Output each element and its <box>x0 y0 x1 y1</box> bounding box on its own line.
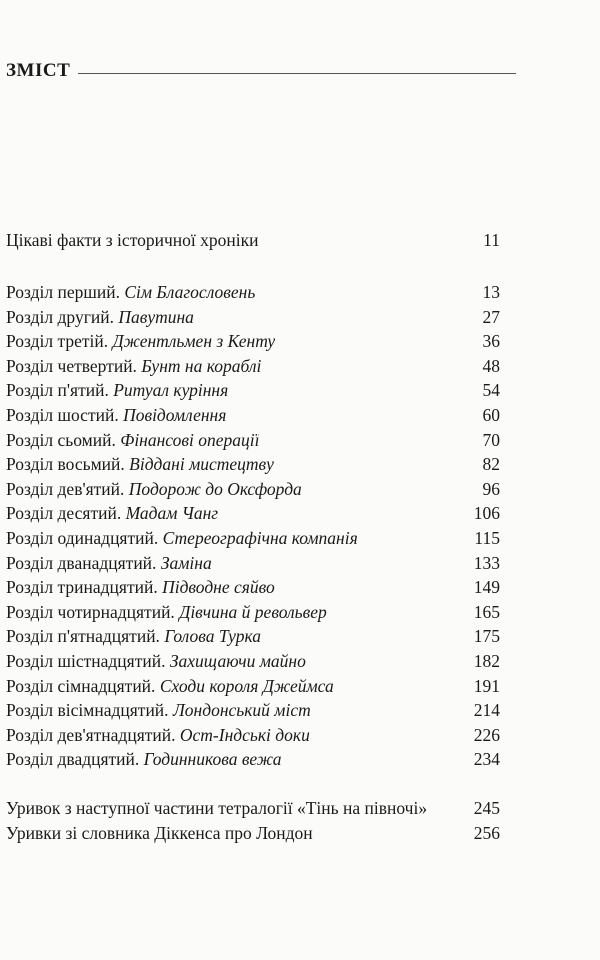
toc-entry-page-number: 106 <box>473 503 500 524</box>
toc-entry-title <box>6 331 275 352</box>
toc-appendix-group <box>6 798 500 847</box>
toc-entry-chapter-name: Фінансові операції <box>120 429 260 450</box>
toc-entry <box>6 700 500 725</box>
toc-entry-chapter-name: Годинникова вежа <box>143 749 282 770</box>
toc-entry <box>6 823 500 848</box>
toc-entry-page-number: 13 <box>482 282 500 302</box>
toc-entry-label: Розділ перший. <box>6 282 125 302</box>
toc-entry-label: Розділ дванадцятий. <box>6 552 161 573</box>
toc-entry <box>6 602 500 627</box>
page-title: ЗМІСТ <box>6 60 71 81</box>
toc-entry-chapter-name: Лондонський міст <box>172 700 311 721</box>
toc-entry-chapter-name: Ост-Індські доки <box>179 724 310 745</box>
toc-entry-page-number: 115 <box>474 527 500 548</box>
toc-entry <box>6 331 500 356</box>
toc-entry-page-number: 133 <box>473 552 500 573</box>
toc-entry-title <box>6 577 275 598</box>
toc-entry-page-number: 60 <box>482 404 500 425</box>
toc-entry-page-number: 36 <box>482 331 500 352</box>
toc-entry-page-number: 48 <box>482 355 500 376</box>
toc-entry-chapter-name: Захищаючи майно <box>169 650 306 671</box>
toc-entry-page-number: 234 <box>473 749 500 770</box>
toc-entry <box>6 479 500 504</box>
toc-entry-page-number: 182 <box>473 650 500 671</box>
toc-entry-title <box>6 430 259 451</box>
toc-entry-title <box>6 749 282 770</box>
toc-entry-label: Розділ сімнадцятий. <box>6 675 160 696</box>
toc-entry-page-number: 27 <box>482 306 500 327</box>
toc-entry-chapter-name: Мадам Чанг <box>125 503 219 524</box>
toc-entry <box>6 553 500 578</box>
toc-entry-page-number: 226 <box>473 724 500 745</box>
toc-entry-chapter-name: Стереографічна компанія <box>162 527 358 548</box>
header-rule <box>78 73 516 74</box>
toc-entry <box>6 503 500 528</box>
toc-entry-page-number: 256 <box>473 822 500 843</box>
toc-entry-page-number: 175 <box>473 626 500 647</box>
toc-entry <box>6 651 500 676</box>
toc-entry-label: Розділ шостий. <box>6 404 124 425</box>
toc-entry-chapter-name: Повідомлення <box>123 404 227 425</box>
toc-entry-label: Розділ другий. <box>6 306 119 327</box>
toc-entry-title <box>6 380 228 401</box>
toc-chapters-group <box>6 282 500 774</box>
toc-entry <box>6 749 500 774</box>
toc-entry-title <box>6 602 327 623</box>
toc-entry-chapter-name: Джентльмен з Кенту <box>112 331 276 352</box>
toc-entry-title <box>6 307 194 328</box>
toc-entry-label: Розділ восьмий. <box>6 454 130 475</box>
toc-entry-page-number: 70 <box>482 429 500 450</box>
toc-entry-page-number: 82 <box>482 454 500 475</box>
toc-entry <box>6 626 500 651</box>
toc-entry-chapter-name: Подорож до Оксфорда <box>128 478 302 499</box>
toc-entry-title <box>6 282 255 303</box>
toc-header <box>6 60 516 82</box>
toc-entry-label: Розділ сьомий. <box>6 429 121 450</box>
toc-entry-title <box>6 503 218 524</box>
toc-entry-page-number: 191 <box>473 675 500 696</box>
toc-entry <box>6 282 500 307</box>
toc-entry-title <box>6 823 313 844</box>
toc-entry-chapter-name: Дівчина й револьвер <box>179 601 327 622</box>
toc-entry-label: Розділ тринадцятий. <box>6 577 163 598</box>
toc-entry <box>6 725 500 750</box>
toc-entry-title <box>6 725 310 746</box>
toc-entry-page-number: 245 <box>473 798 500 818</box>
toc-entry-page-number: 54 <box>482 380 500 401</box>
toc-entry <box>6 454 500 479</box>
toc-entry-label: Розділ вісімнадцятий. <box>6 700 173 721</box>
toc-entry-chapter-name: Віддані мистецтву <box>129 454 274 475</box>
toc-entry-title <box>6 528 358 549</box>
toc-entry <box>6 307 500 332</box>
toc-entry <box>6 430 500 455</box>
toc-entry-label: Розділ четвертий. <box>6 355 142 376</box>
toc-entry-chapter-name: Голова Турка <box>164 626 261 647</box>
toc-entry <box>6 405 500 430</box>
toc-entry-label: Розділ шістнадцятий. <box>6 650 170 671</box>
toc-entry-label: Цікаві факти з історичної хроніки <box>6 230 259 250</box>
toc-entry-title <box>6 626 261 647</box>
toc-entry-page-number: 96 <box>482 478 500 499</box>
toc-entry <box>6 380 500 405</box>
toc-entry-chapter-name: Заміна <box>160 552 212 573</box>
toc-entry-label: Розділ одинадцятий. <box>6 527 163 548</box>
toc-entry-title <box>6 676 334 697</box>
toc-entry <box>6 528 500 553</box>
toc-entry-chapter-name: Підводне сяйво <box>162 577 275 598</box>
toc-entry-label: Розділ чотирнадцятий. <box>6 601 180 622</box>
toc-entry-title <box>6 651 306 672</box>
toc-entry <box>6 230 500 255</box>
toc-entry-chapter-name: Сім Благословень <box>124 282 256 302</box>
toc-entry-label: Розділ двадцятий. <box>6 749 144 770</box>
toc-entry-label: Розділ дев'ятнадцятий. <box>6 724 180 745</box>
toc-entry-title <box>6 798 427 819</box>
toc-entry-page-number: 149 <box>473 577 500 598</box>
toc-entry <box>6 798 500 823</box>
toc-entry-label: Розділ дев'ятий. <box>6 478 129 499</box>
toc-entry-title <box>6 479 302 500</box>
toc-entry <box>6 676 500 701</box>
toc-entry-label: Уривок з наступної частини тетралогії «Тінь на півночі» <box>6 798 428 818</box>
toc-entry <box>6 577 500 602</box>
toc-entry-page-number: 165 <box>473 601 500 622</box>
toc-entry-label: Розділ п'ятий. <box>6 380 114 401</box>
toc-entry-title <box>6 230 258 251</box>
toc-entry-label: Розділ п'ятнадцятий. <box>6 626 165 647</box>
toc-entry-chapter-name: Павутина <box>118 306 194 327</box>
toc-entry-chapter-name: Бунт на кораблі <box>141 355 262 376</box>
toc-entry <box>6 356 500 381</box>
toc-entry-chapter-name: Ритуал куріння <box>113 380 229 401</box>
toc-entry-title <box>6 356 261 377</box>
toc-intro-group <box>6 230 500 255</box>
toc-entry-title <box>6 454 274 475</box>
toc-entry-label: Розділ десятий. <box>6 503 126 524</box>
toc-entry-page-number: 214 <box>473 700 500 721</box>
toc-entry-page-number: 11 <box>483 230 500 250</box>
toc-entry-chapter-name: Сходи короля Джеймса <box>159 675 334 696</box>
toc-entry-label: Розділ третій. <box>6 331 113 352</box>
toc-entry-label: Уривки зі словника Діккенса про Лондон <box>6 822 313 843</box>
toc-entry-title <box>6 553 212 574</box>
toc-entry-title <box>6 700 311 721</box>
toc-entry-title <box>6 405 226 426</box>
